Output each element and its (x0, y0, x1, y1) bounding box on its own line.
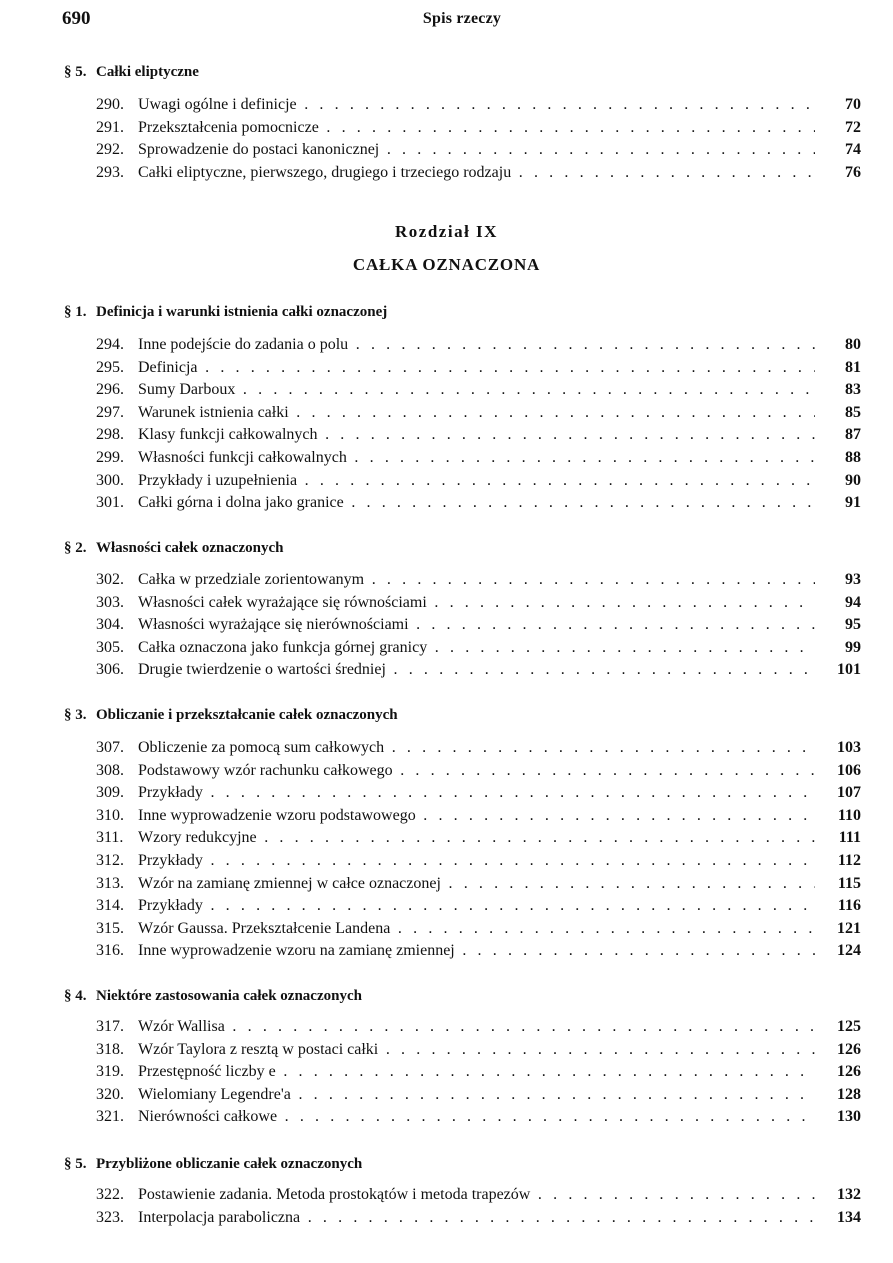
entry-number: 310. (96, 806, 124, 824)
entry-title: Wzór na zamianę zmiennej w całce oznaczonej . . . (138, 873, 815, 895)
page-number: 690 (62, 8, 91, 29)
entry-page-number: 87 (845, 426, 861, 444)
entry-number: 312. (96, 852, 124, 869)
toc-entry[interactable] (96, 117, 861, 139)
entry-title: Nierówności całkowe . . . (138, 1106, 815, 1128)
entry-page-number: 101 (837, 661, 861, 679)
section-title: Własności całek oznaczonych (96, 540, 284, 556)
entry-page-number: 80 (845, 336, 861, 353)
toc-entry[interactable] (96, 918, 861, 940)
toc-entry[interactable] (96, 895, 861, 917)
entry-page-number: 90 (845, 471, 861, 489)
toc-entry[interactable] (96, 940, 861, 962)
entry-page-number: 70 (845, 96, 861, 113)
entry-number: 300. (96, 471, 124, 489)
toc-entry[interactable] (96, 470, 861, 492)
section-number: § 5. (64, 64, 87, 80)
toc-entry[interactable] (96, 592, 861, 614)
section-heading (64, 1156, 362, 1173)
entry-title: Własności wyrażające się nierównościami . . . (138, 614, 815, 636)
entry-number: 309. (96, 784, 124, 802)
entry-number: 311. (96, 829, 124, 847)
toc-entry[interactable] (96, 659, 861, 681)
toc-entry[interactable] (96, 492, 861, 514)
entry-page-number: 72 (845, 118, 861, 136)
entry-title: Wzory redukcyjne . . . (138, 827, 815, 849)
entry-title: Własności funkcji całkowalnych . . . (138, 447, 815, 469)
entry-number: 307. (96, 739, 124, 756)
entry-page-number: 91 (845, 494, 861, 512)
entry-title: Wzór Wallisa . . . (138, 1016, 815, 1038)
entry-number: 290. (96, 96, 124, 113)
entry-page-number: 130 (837, 1108, 861, 1126)
entry-title: Całka oznaczona jako funkcja górnej granicy . . . (138, 637, 815, 659)
entry-title: Całki górna i dolna jako granice . . . (138, 492, 815, 514)
toc-entry[interactable] (96, 357, 861, 379)
entry-page-number: 126 (837, 1063, 861, 1081)
section-heading (64, 64, 199, 81)
entry-page-number: 111 (838, 829, 861, 847)
toc-entry[interactable] (96, 737, 861, 759)
section-title: Całki eliptyczne (96, 64, 199, 80)
section-heading (64, 707, 398, 724)
toc-entry[interactable] (96, 139, 861, 161)
toc-entry[interactable] (96, 805, 861, 827)
toc-entry[interactable] (96, 760, 861, 782)
entry-page-number: 74 (845, 141, 861, 159)
page-header (62, 8, 862, 34)
entry-title: Sumy Darboux . . . (138, 379, 815, 401)
entry-number: 304. (96, 616, 124, 634)
toc-entry[interactable] (96, 1106, 861, 1128)
entry-title: Postawienie zadania. Metoda prostokątów i metoda trapezów . . . (138, 1184, 815, 1206)
toc-entry[interactable] (96, 782, 861, 804)
entry-title: Wzór Gaussa. Przekształcenie Landena . . . (138, 918, 815, 940)
entry-number: 297. (96, 403, 124, 421)
chapter-title: CAŁKA OZNACZONA (352, 255, 541, 274)
entry-number: 317. (96, 1018, 124, 1035)
entry-number: 313. (96, 874, 124, 892)
toc-entry[interactable] (96, 873, 861, 895)
entry-number: 292. (96, 141, 124, 159)
entry-title: Własności całek wyrażające się równościami . . . (138, 592, 815, 614)
chapter-label: Rozdział IX (395, 222, 498, 241)
toc-entry[interactable] (96, 827, 861, 849)
entry-page-number: 107 (837, 784, 861, 802)
toc-entry[interactable] (96, 1207, 861, 1229)
toc-entry[interactable] (96, 569, 861, 591)
running-title: Spis rzeczy (422, 10, 502, 27)
entry-title: Całka w przedziale zorientowanym . . . (138, 569, 815, 591)
entry-page-number: 126 (837, 1040, 861, 1058)
entry-number: 305. (96, 638, 124, 656)
entry-number: 293. (96, 163, 124, 181)
entry-title: Przekształcenia pomocnicze . . . (138, 117, 815, 139)
toc-entry[interactable] (96, 850, 861, 872)
toc-entry[interactable] (96, 334, 861, 356)
toc-entry[interactable] (96, 1084, 861, 1106)
entry-page-number: 99 (845, 638, 861, 656)
toc-entry[interactable] (96, 1184, 861, 1206)
toc-entry[interactable] (96, 1039, 861, 1061)
entry-title: Obliczenie za pomocą sum całkowych . . . (138, 737, 815, 759)
entry-number: 295. (96, 358, 124, 376)
entry-number: 316. (96, 942, 124, 960)
entry-title: Warunek istnienia całki . . . (138, 402, 815, 424)
toc-entry[interactable] (96, 94, 861, 116)
section-title: Obliczanie i przekształcanie całek oznaczonych (96, 707, 398, 723)
entry-number: 320. (96, 1085, 124, 1103)
section-number: § 5. (64, 1156, 87, 1172)
entry-page-number: 115 (837, 874, 861, 892)
entry-page-number: 121 (837, 919, 861, 937)
entry-number: 315. (96, 919, 124, 937)
entry-title: Przykłady i uzupełnienia . . . (138, 470, 815, 492)
section-number: § 4. (64, 988, 87, 1004)
entry-page-number: 125 (837, 1018, 861, 1035)
entry-number: 306. (96, 661, 124, 679)
entry-page-number: 95 (845, 616, 861, 634)
toc-entry[interactable] (96, 637, 861, 659)
entry-title: Całki eliptyczne, pierwszego, drugiego i trzeciego rodzaju . . . (138, 162, 815, 184)
entry-page-number: 112 (837, 852, 861, 869)
entry-number: 308. (96, 761, 124, 779)
section-heading (64, 304, 387, 321)
entry-page-number: 83 (845, 381, 861, 399)
entry-page-number: 85 (845, 403, 861, 421)
entry-page-number: 93 (845, 571, 861, 588)
toc-entry[interactable] (96, 1061, 861, 1083)
entry-page-number: 128 (837, 1085, 861, 1103)
section-heading (64, 988, 362, 1005)
toc-entry[interactable] (96, 402, 861, 424)
section-title: Definicja i warunki istnienia całki oznaczonej (96, 304, 388, 320)
entry-number: 301. (96, 494, 124, 512)
entry-page-number: 134 (837, 1208, 861, 1226)
entry-title: Przykłady . . . (138, 895, 815, 917)
entry-page-number: 106 (837, 761, 861, 779)
entry-title: Wzór Taylora z resztą w postaci całki . . . (138, 1039, 815, 1061)
toc-entry[interactable] (96, 1016, 861, 1038)
section-title: Przybliżone obliczanie całek oznaczonych (96, 1156, 363, 1172)
entry-title: Inne wyprowadzenie wzoru na zamianę zmiennej . . . (138, 940, 815, 962)
entry-number: 294. (96, 336, 124, 353)
toc-entry[interactable] (96, 162, 861, 184)
entry-page-number: 124 (837, 942, 861, 960)
entry-number: 303. (96, 593, 124, 611)
entry-title: Przykłady . . . (138, 850, 815, 872)
section-title: Niektóre zastosowania całek oznaczonych (96, 988, 362, 1004)
section-number: § 1. (64, 304, 87, 320)
entry-title: Interpolacja paraboliczna . . . (138, 1207, 815, 1229)
toc-entry[interactable] (96, 447, 861, 469)
toc-entry[interactable] (96, 424, 861, 446)
section-number: § 2. (64, 540, 87, 556)
entry-page-number: 103 (837, 739, 861, 756)
entry-page-number: 76 (845, 163, 861, 181)
entry-title: Wielomiany Legendre'a . . . (138, 1084, 815, 1106)
entry-number: 318. (96, 1040, 124, 1058)
entry-number: 323. (96, 1208, 124, 1226)
entry-number: 319. (96, 1063, 124, 1081)
entry-title: Definicja . . . (138, 357, 815, 379)
entry-title: Drugie twierdzenie o wartości średniej . . . (138, 659, 815, 681)
entry-title: Inne podejście do zadania o polu . . . (138, 334, 815, 356)
entry-number: 291. (96, 118, 124, 136)
entry-number: 299. (96, 449, 124, 466)
entry-page-number: 132 (837, 1186, 861, 1203)
entry-page-number: 88 (845, 449, 861, 466)
entry-number: 302. (96, 571, 124, 588)
toc-entry[interactable] (96, 379, 861, 401)
entry-title: Podstawowy wzór rachunku całkowego . . . (138, 760, 815, 782)
entry-title: Uwagi ogólne i definicje . . . (138, 94, 815, 116)
entry-number: 314. (96, 897, 124, 915)
entry-page-number: 116 (837, 897, 861, 915)
entry-number: 322. (96, 1186, 124, 1203)
section-number: § 3. (64, 707, 87, 723)
entry-title: Inne wyprowadzenie wzoru podstawowego . . . (138, 805, 815, 827)
entry-page-number: 94 (845, 593, 861, 611)
entry-title: Sprowadzenie do postaci kanonicznej . . . (138, 139, 815, 161)
entry-number: 321. (96, 1108, 124, 1126)
entry-page-number: 110 (837, 806, 861, 824)
entry-number: 296. (96, 381, 124, 399)
entry-page-number: 81 (845, 358, 861, 376)
entry-number: 298. (96, 426, 124, 444)
entry-title: Przykłady . . . (138, 782, 815, 804)
entry-title: Przestępność liczby e . . . (138, 1061, 815, 1083)
entry-title: Klasy funkcji całkowalnych . . . (138, 424, 815, 446)
toc-entry[interactable] (96, 614, 861, 636)
section-heading (64, 540, 284, 557)
